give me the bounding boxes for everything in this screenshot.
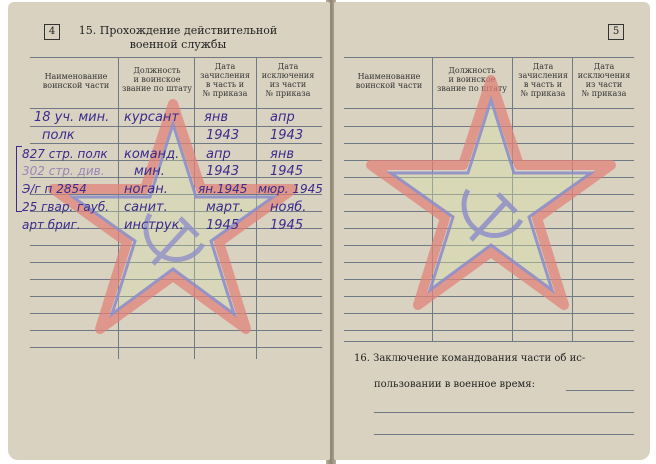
entry-3-unit: 302 стр. див. [22, 164, 105, 178]
entry-0-position: курсант [124, 110, 179, 125]
col-header-date-out: Дата исключения из части № приказа [577, 62, 631, 98]
col-header-date-out: Дата исключения из части № приказа [261, 62, 315, 98]
entry-0-unit: 18 уч. мин. [34, 110, 110, 125]
section-15-title-line2: военной службы [129, 38, 227, 51]
entry-1-unit: полк [42, 128, 75, 143]
col-header-position: Должность и воинское звание по штату [436, 66, 508, 93]
entry-4-date-out: мюр. 1945 [258, 182, 323, 196]
bracket-mark [16, 146, 22, 212]
header-top-rule [30, 57, 322, 58]
entry-6-date-in: 1945 [206, 218, 240, 233]
entry-0-date-in: янв [204, 110, 228, 125]
entry-5-date-in: март. [206, 200, 244, 215]
entry-1-date-in: 1943 [206, 128, 240, 143]
entry-1-date-out: 1943 [270, 128, 304, 143]
entry-2-date-in: апр [206, 147, 231, 162]
section-16-line2: пользовании в военное время: [374, 379, 535, 390]
entry-6-position: инструк. [124, 218, 184, 233]
right-page-number: 5 [608, 24, 624, 40]
entry-5-unit: 25 гвар. гауб. [22, 200, 110, 214]
entry-0-date-out: апр [270, 110, 295, 125]
entry-6-date-out: 1945 [270, 218, 304, 233]
section-15-title [58, 24, 298, 52]
section-16-line1: 16. Заключение командования части об ис- [354, 353, 586, 364]
entry-3-position: мин. [134, 164, 165, 179]
entry-2-unit: 827 стр. полк [22, 147, 108, 161]
entry-4-date-in: ян.1945 [198, 182, 248, 196]
col-header-position: Должность и воинское звание по штату [121, 66, 193, 93]
entry-2-position: команд. [124, 147, 180, 162]
section-16-fill-line-3 [374, 434, 634, 435]
right-page [334, 2, 650, 460]
section-15-title-line1: 15. Прохождение действительной [78, 24, 278, 37]
section-16-fill-line-2 [374, 412, 634, 413]
red-star-stamp-icon [356, 70, 626, 320]
entry-3-date-in: 1943 [206, 164, 240, 179]
left-page-number: 4 [44, 24, 60, 40]
col-header-unit: Наименование воинской части [355, 72, 423, 90]
entry-2-date-out: янв [270, 147, 294, 162]
col-header-date-in: Дата зачисления в часть и № приказа [200, 62, 250, 98]
entry-5-date-out: нояб. [270, 200, 307, 215]
section-16-fill-line-1 [566, 390, 634, 391]
entry-4-unit: Э/г п 2854 [22, 182, 87, 196]
entry-3-date-out: 1945 [270, 164, 304, 179]
col-header-date-in: Дата зачисления в часть и № приказа [518, 62, 568, 98]
col-header-unit: Наименование воинской части [42, 72, 110, 90]
header-top-rule [344, 57, 634, 58]
entry-5-position: санит. [124, 200, 168, 215]
entry-4-position: ноган. [124, 182, 168, 197]
left-page [8, 2, 330, 460]
entry-6-unit: арт бриг. [22, 218, 81, 232]
